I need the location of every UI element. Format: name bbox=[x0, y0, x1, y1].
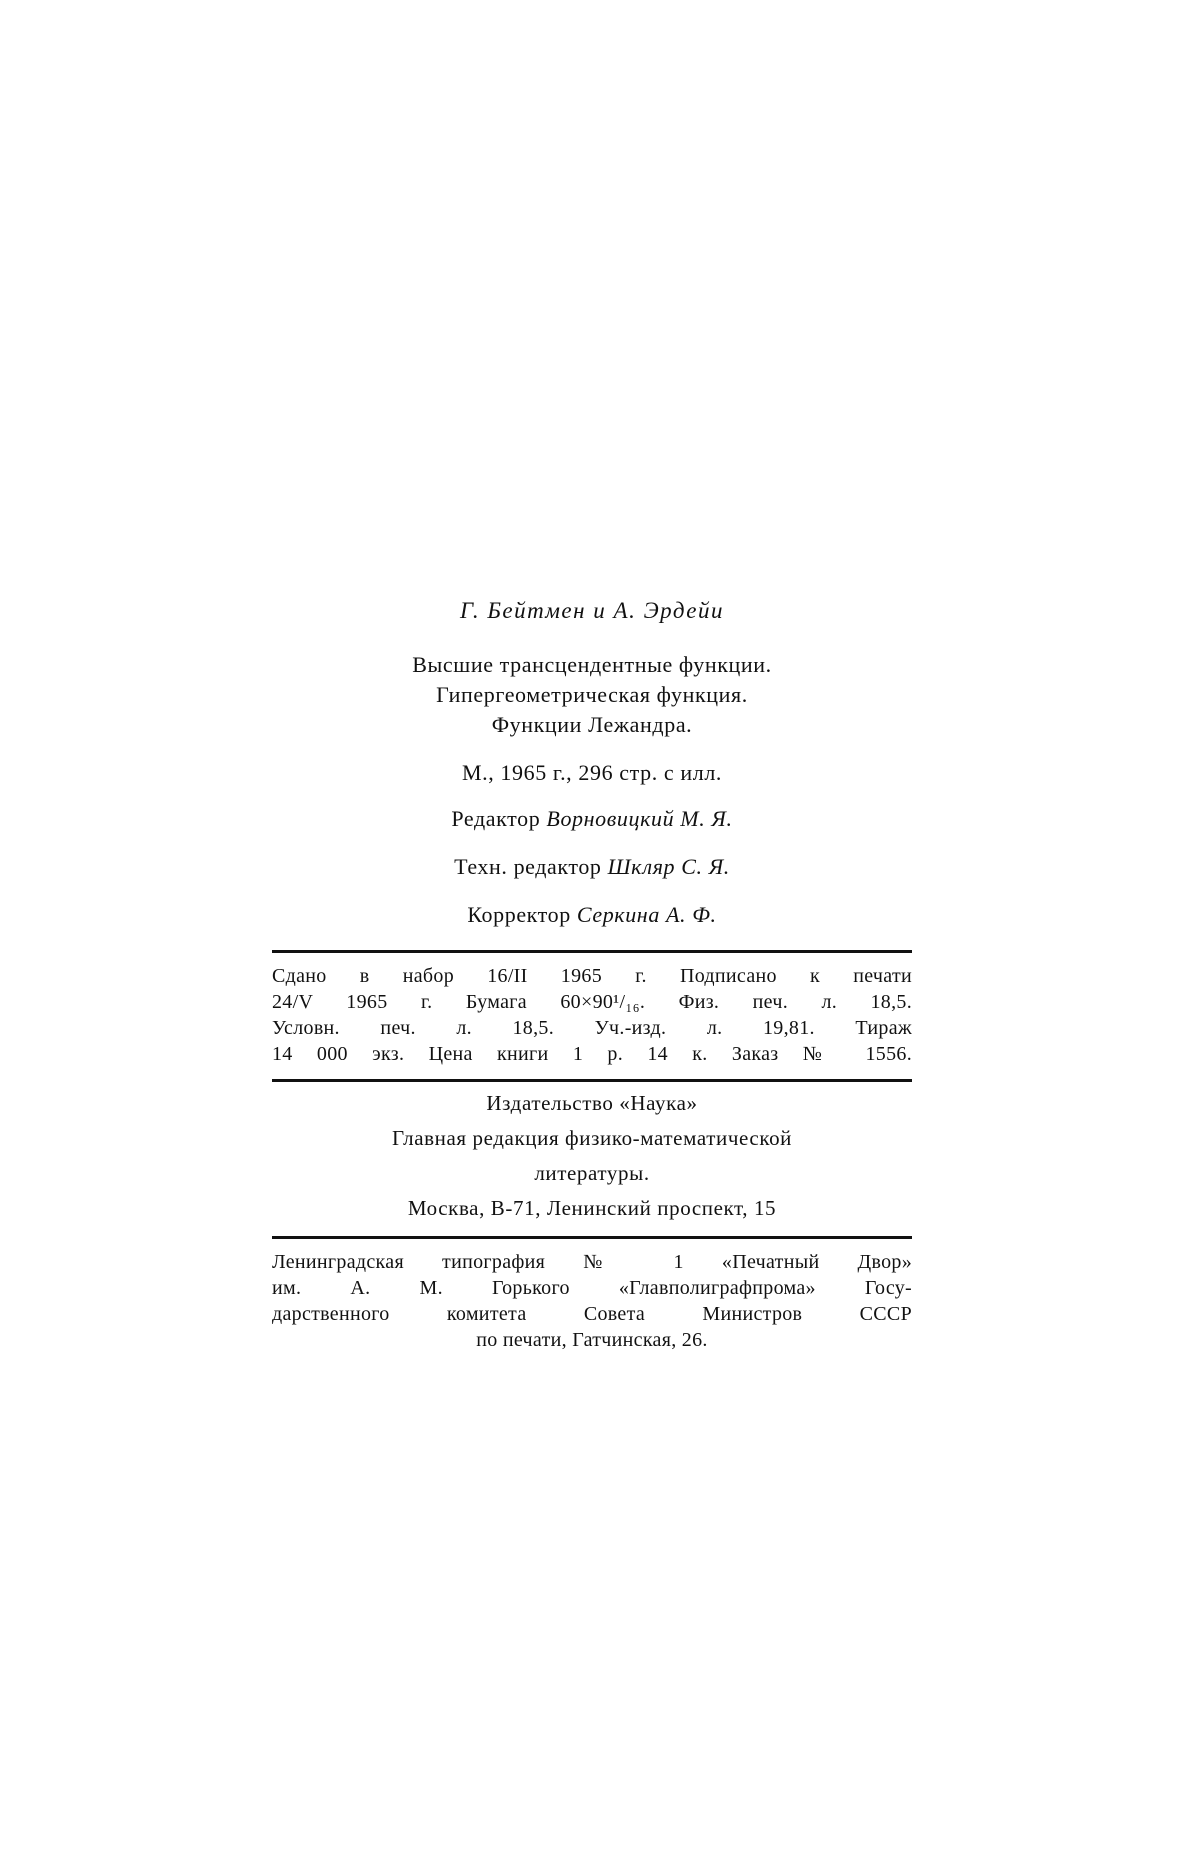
printing-line: Сдано в набор 16/II 1965 г. Подписано к печати bbox=[272, 965, 912, 987]
tech-editor-role: Техн. редактор bbox=[454, 854, 602, 879]
typography-line: Ленинградская типография № 1 «Печатный Двор» bbox=[272, 1251, 912, 1273]
typography-block bbox=[272, 1239, 912, 1353]
printing-line: 14 000 экз. Цена книги 1 р. 14 к. Заказ № 1556. bbox=[272, 1043, 912, 1065]
title-line: Гипергеометрическая функция. bbox=[436, 682, 748, 707]
publisher-line: Москва, В-71, Ленинский проспект, 15 bbox=[407, 1196, 777, 1220]
title-line: Функции Лежандра. bbox=[491, 712, 693, 737]
editor-credit bbox=[272, 806, 912, 832]
typography-line: дарственного комитета Совета Министров СССР bbox=[272, 1303, 912, 1325]
publication-info: М., 1965 г., 296 стр. с илл. bbox=[461, 760, 723, 785]
printing-line: 24/V 1965 г. Бумага 60×90¹/₁₆. Физ. печ. л. 18,5. bbox=[272, 991, 912, 1013]
typography-line: по печати, Гатчинская, 26. bbox=[476, 1329, 708, 1351]
publisher-line: Издательство «Наука» bbox=[486, 1091, 698, 1115]
book-title bbox=[272, 650, 912, 740]
tech-editor-credit bbox=[272, 854, 912, 880]
colophon bbox=[272, 598, 912, 1353]
printing-details bbox=[272, 953, 912, 1079]
proofreader-credit bbox=[272, 902, 912, 928]
title-line: Высшие трансцендентные функции. bbox=[412, 652, 772, 677]
editor-name: Ворновицкий М. Я. bbox=[546, 806, 733, 831]
publisher-block bbox=[272, 1082, 912, 1236]
publisher-line: литературы. bbox=[534, 1161, 650, 1185]
authors: Г. Бейтмен и А. Эрдейи bbox=[460, 598, 724, 623]
proofreader-role: Корректор bbox=[467, 902, 571, 927]
publisher-line: Главная редакция физико-математической bbox=[391, 1126, 793, 1150]
typography-line: им. А. М. Горького «Главполиграфпрома» Госу- bbox=[272, 1277, 912, 1299]
printing-line: Условн. печ. л. 18,5. Уч.-изд. л. 19,81. Тираж bbox=[272, 1017, 912, 1039]
proofreader-name: Серкина А. Ф. bbox=[576, 902, 717, 927]
tech-editor-name: Шкляр С. Я. bbox=[607, 854, 730, 879]
editor-role: Редактор bbox=[451, 806, 541, 831]
